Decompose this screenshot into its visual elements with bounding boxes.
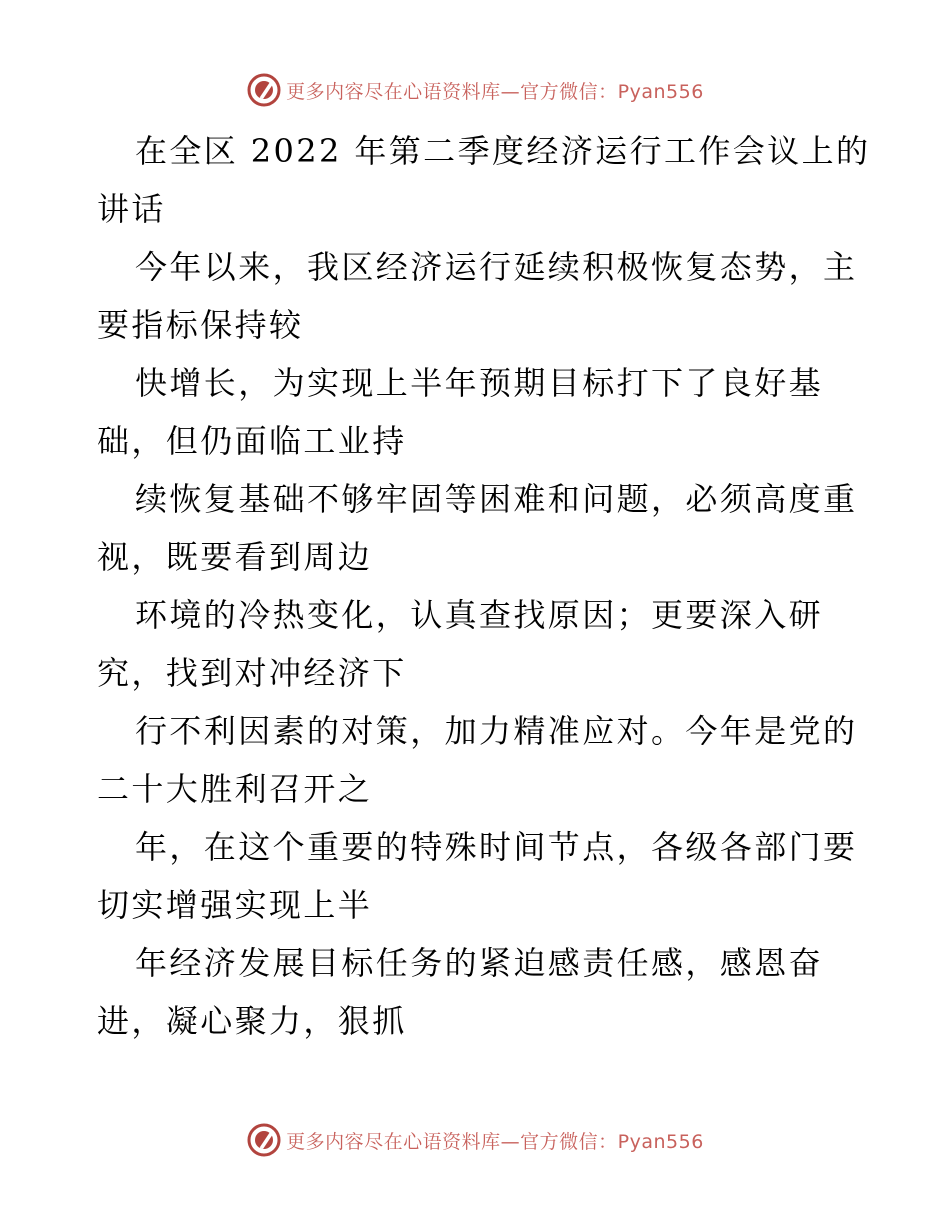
text-line: 础，但仍面临工业持 [97,422,407,460]
text-line: 切实增强实现上半 [97,886,373,924]
text-line: 进，凝心聚力，狠抓 [97,1002,407,1040]
header-watermark-banner [0,70,950,110]
text-line: 今年以来，我区经济运行延续积极恢复态势，主 [135,248,858,286]
text-line: 年经济发展目标任务的紧迫感责任感，感恩奋 [135,944,824,982]
pen-logo-icon [246,72,282,108]
text-line: 在全区 2022 年第二季度经济运行工作会议上的 [135,132,871,170]
text-line: 二十大胜利召开之 [97,770,373,808]
text-line: 续恢复基础不够牢固等困难和问题，必须高度重 [135,480,858,518]
text-line: 环境的冷热变化，认真查找原因；更要深入研 [135,596,824,634]
text-line: 视，既要看到周边 [97,538,373,576]
speech-body [97,122,871,1050]
text-line: 讲话 [97,190,166,228]
footer-watermark-text: 更多内容尽在心语资料库—官方微信：Pyan556 [286,1130,704,1153]
text-line: 快增长，为实现上半年预期目标打下了良好基 [135,364,824,402]
text-line: 年，在这个重要的特殊时间节点，各级各部门要 [135,828,858,866]
text-line: 要指标保持较 [97,306,304,344]
header-watermark-text: 更多内容尽在心语资料库—官方微信：Pyan556 [286,80,704,103]
footer-watermark-banner [0,1120,950,1160]
text-line: 行不利因素的对策，加力精准应对。今年是党的 [135,712,858,750]
text-line: 究，找到对冲经济下 [97,654,407,692]
pen-logo-icon [246,1122,282,1158]
